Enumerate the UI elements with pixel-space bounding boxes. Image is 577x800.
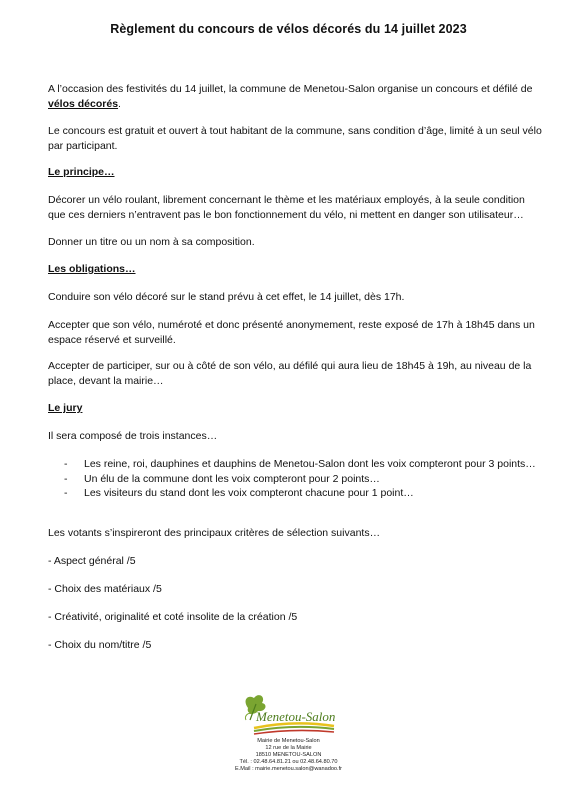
address-block: [0, 738, 577, 773]
principe-paragraph-2: Donner un titre ou un nom à sa composition.: [48, 236, 255, 248]
criteria-item: - Créativité, originalité et coté insolite de la création /5: [48, 611, 298, 623]
logo-text: Menetou-Salon: [255, 709, 335, 724]
obligations-paragraph-1: Conduire son vélo décoré sur le stand prévu à cet effet, le 14 juillet, dès 17h.: [48, 291, 405, 303]
criteria-item: - Aspect général /5: [48, 555, 136, 567]
jury-intro: Il sera composé de trois instances…: [48, 430, 218, 442]
document-title: Règlement du concours de vélos décorés du 14 juillet 2023: [110, 22, 467, 36]
intro-end: .: [118, 97, 121, 110]
intro-paragraph-2: Le concours est gratuit et ouvert à tout habitant de la commune, sans condition d’âge, limité à un seul vélo par participant.: [48, 125, 542, 152]
list-item: - Un élu de la commune dont les voix compteront pour 2 points…: [64, 472, 544, 487]
section-heading-principe: Le principe…: [48, 166, 115, 178]
section-heading-jury: Le jury: [48, 402, 83, 414]
jury-list: [64, 457, 544, 501]
list-item: - Les visiteurs du stand dont les voix compteront chacune pour 1 point…: [64, 486, 544, 501]
intro-text: A l’occasion des festivités du 14 juillet, la commune de Menetou-Salon organise un concours et défilé de: [48, 83, 533, 95]
obligations-paragraph-2: Accepter que son vélo, numéroté et donc présenté anonymement, reste exposé de 17h à 18h45 dans un espace réservé et surveillé.: [48, 319, 535, 346]
principe-paragraph-1: Décorer un vélo roulant, librement concernant le thème et les matériaux employés, à la seule condition que ces derniers n’entravent pas le bon fonctionnement du vélo, ni mettent en danger son utilisateur…: [48, 194, 525, 221]
footer: [0, 690, 577, 773]
obligations-paragraph-3: Accepter de participer, sur ou à côté de son vélo, au défilé qui aura lieu de 18h45 à 19h, au niveau de la place, devant la mairie…: [48, 360, 532, 387]
intro-bold-text: vélos décorés: [48, 97, 119, 110]
address-line: 18510 MENETOU-SALON: [255, 752, 322, 758]
address-line: Mairie de Menetou-Salon: [257, 738, 320, 744]
list-item: - Les reine, roi, dauphines et dauphins de Menetou-Salon dont les voix compteront pour 3 points…: [64, 457, 544, 472]
criteria-item: - Choix des matériaux /5: [48, 583, 162, 595]
address-line: E.Mail : mairie.menetou.salon@wanadoo.fr: [234, 766, 343, 772]
criteria-item: - Choix du nom/titre /5: [48, 639, 152, 651]
address-line: 12 rue de la Mairie: [265, 745, 312, 751]
address-line: Tél. : 02.48.64.81.21 ou 02.48.64.80.70: [239, 759, 338, 765]
intro-paragraph: [48, 82, 543, 111]
criteria-intro: Les votants s’inspireront des principaux critères de sélection suivants…: [48, 527, 381, 539]
menetou-salon-logo: [234, 690, 344, 738]
section-heading-obligations: Les obligations…: [48, 263, 136, 275]
